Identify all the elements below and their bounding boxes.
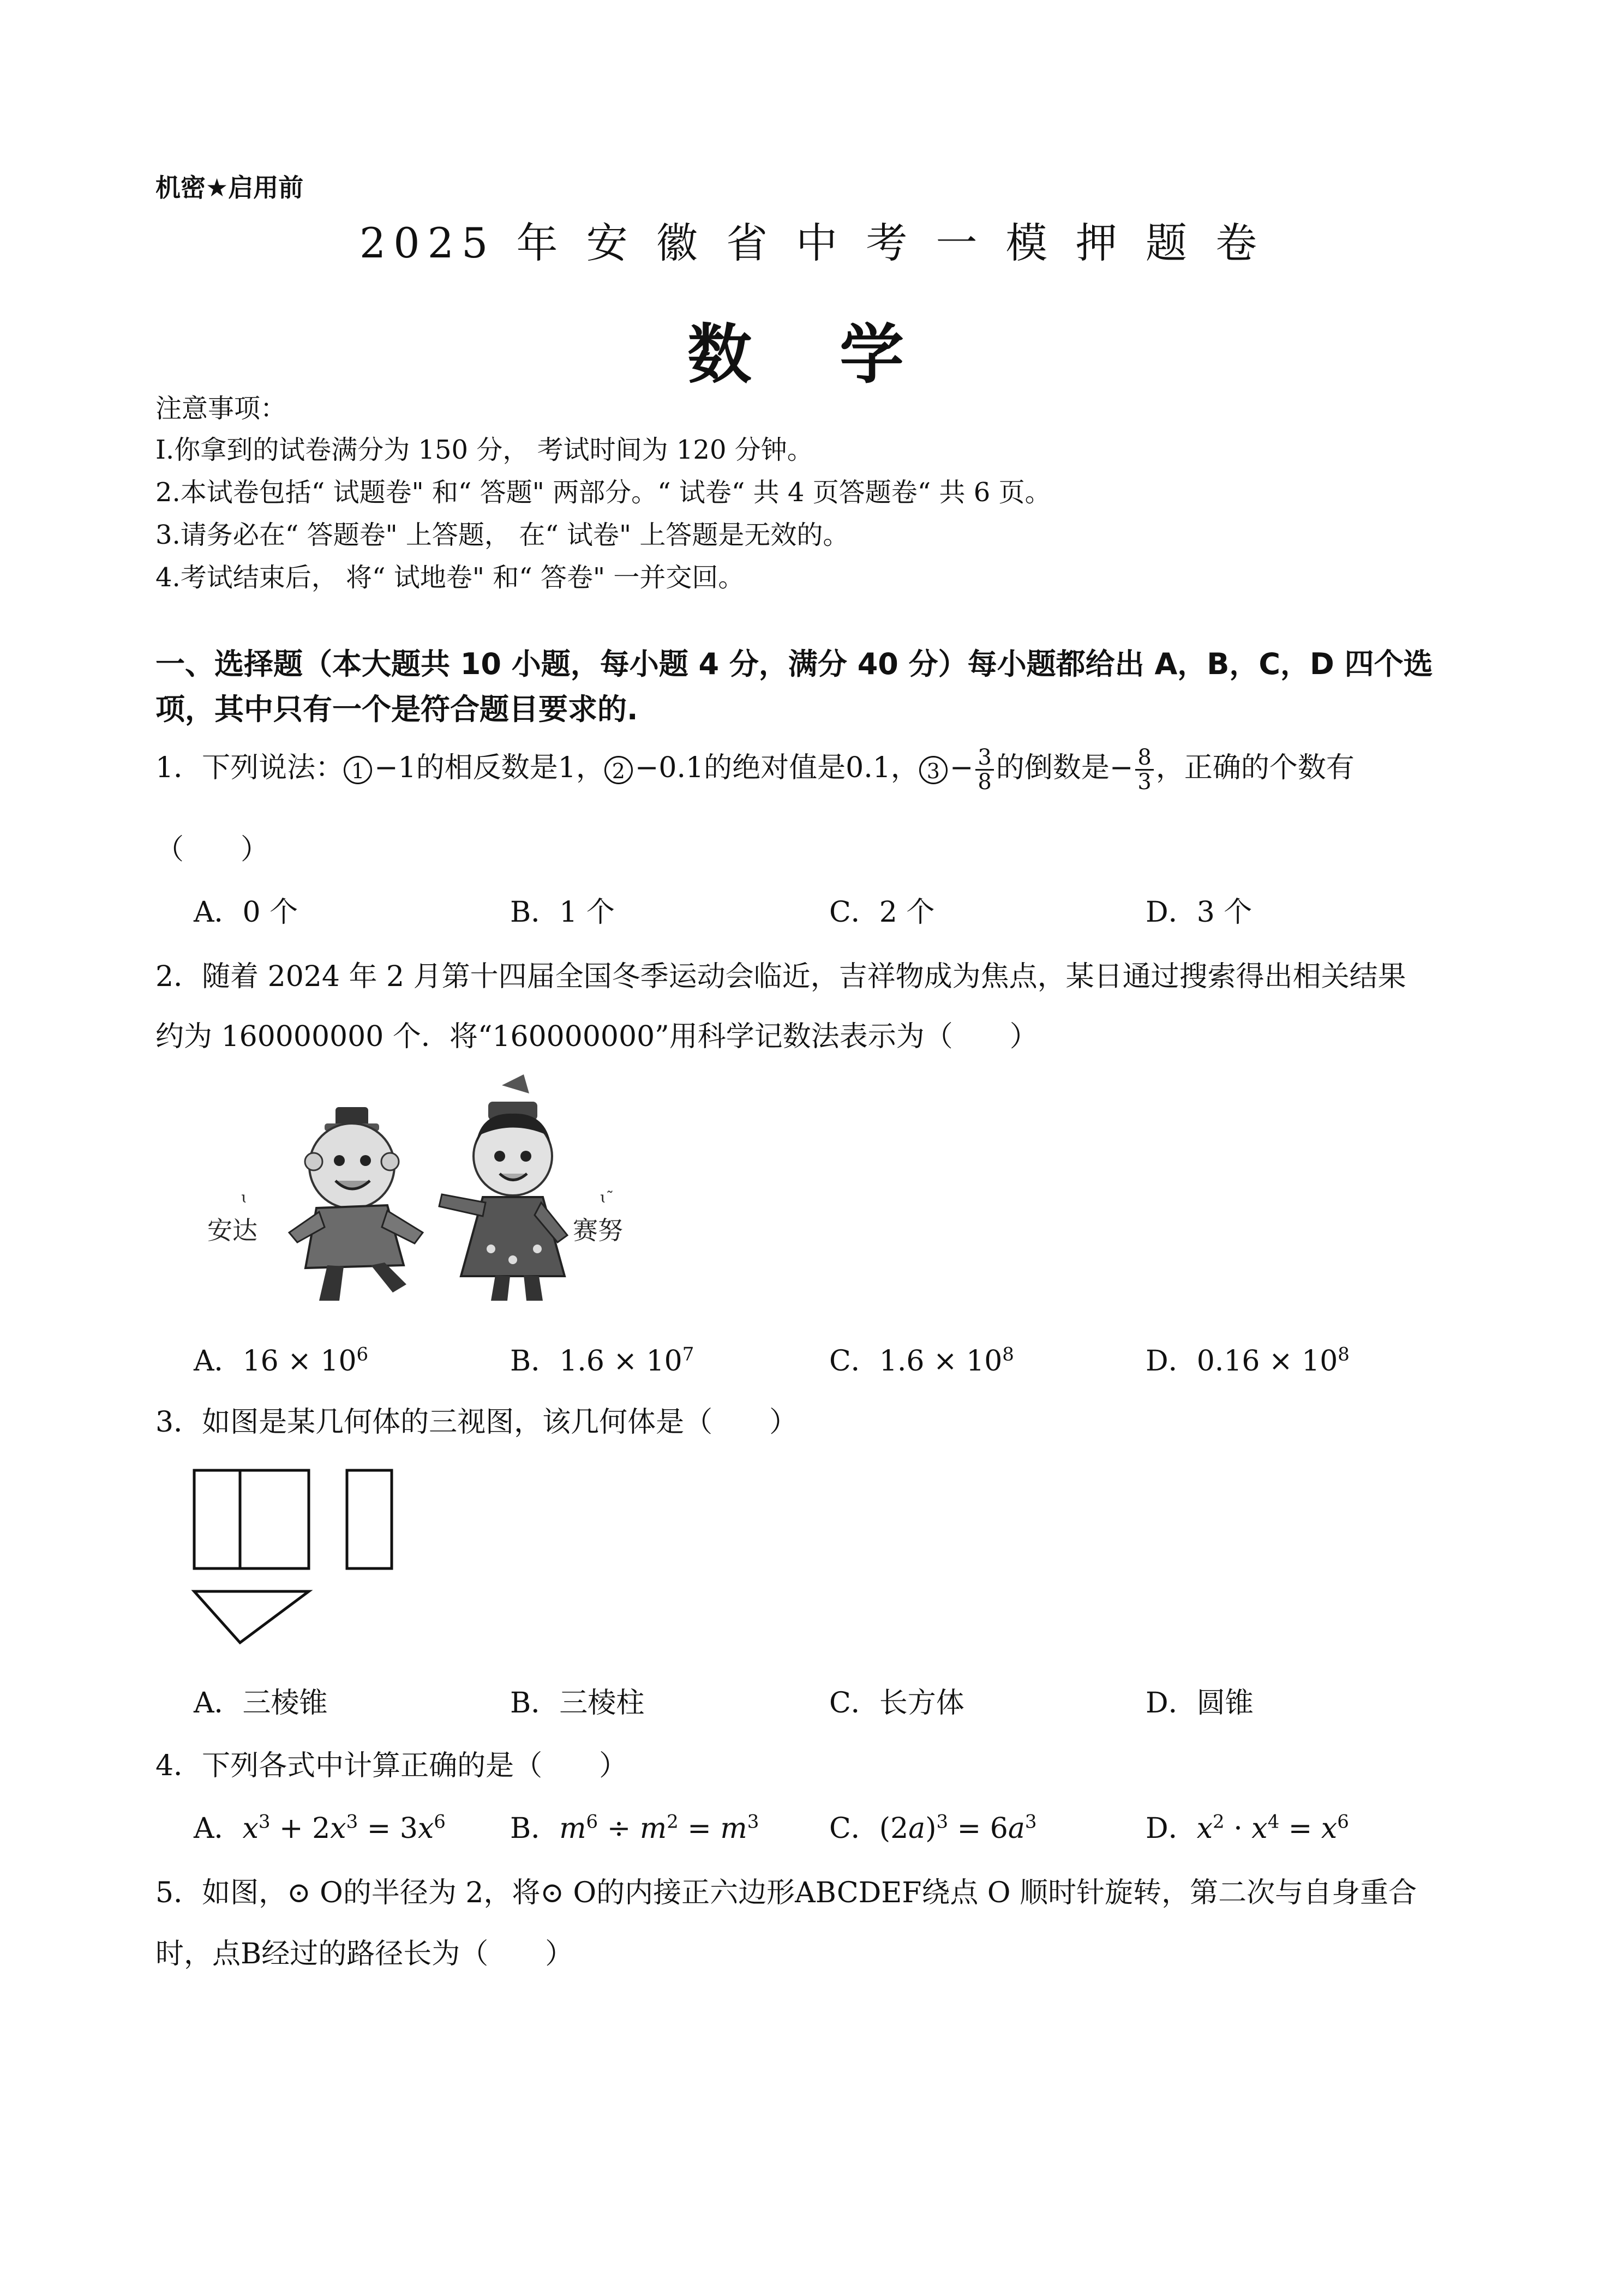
question-5-line1: 5．如图，⊙ O的半径为 2，将⊙ O的内接正六边形ABCDEF绕点 O 顺时针旋转，第二次与自身重合 [155,1877,1417,1909]
mascot-anda-figure [289,1107,423,1301]
fraction-8-3: $\frac{8}{3}$ [1135,746,1153,794]
q2-option-c: C．$1.6 \times 10^8$ [829,1343,1014,1378]
q4-option-d: D．$x^2 \cdot x^4 = x^6$ [1146,1811,1349,1845]
circled-number-2: 2 [604,756,633,784]
q1-option-d: D．3 个 [1146,896,1253,929]
mascot-illustration [196,1069,649,1309]
q1-part2: −0.1的绝对值是0.1， [634,752,919,784]
q4-option-a: A．$x^3 + 2x^3 = 3x^6$ [194,1811,446,1845]
q3-option-b: B．三棱柱 [510,1687,645,1720]
q4-option-c: C．$(2a)^3 = 6a^3$ [829,1811,1037,1845]
subject-title: 数 学 [687,317,937,392]
mascot-sainu-script: ɩ˜ [600,1188,614,1206]
q2-option-b: B．$1.6 \times 10^7$ [510,1343,694,1378]
q1-neg: − [949,752,974,784]
mascot-sainu-label: 赛努 [573,1216,623,1245]
circled-number-1: 1 [344,756,372,784]
notice-item-4: 4.考试结束后， 将“ 试地卷" 和“ 答卷" 一并交回。 [155,562,745,593]
q1-prefix: 1．下列说法： [155,752,344,784]
section-heading-line1: 一、选择题（本大题共 10 小题，每小题 4 分，满分 40 分）每小题都给出 A，B，C，D 四个选 [155,647,1433,681]
mascot-anda-script: ɩ [241,1188,247,1206]
question-3: 3．如图是某几何体的三视图，该几何体是（ ） [155,1406,798,1439]
q1-option-b: B．1 个 [510,896,615,929]
question-2-line1: 2．随着 2024 年 2 月第十四届全国冬季运动会临近，吉祥物成为焦点，某日通过搜索得出相关结果 [155,960,1406,993]
confidential-mark: 机密★启用前 [155,173,304,202]
q1-mid: 的倒数是− [996,752,1134,784]
fraction-3-8: $\frac{3}{8}$ [975,746,993,794]
notice-item-2: 2.本试卷包括“ 试题卷" 和“ 答题" 两部分。“ 试卷“ 共 4 页答题卷“ 共 6 页。 [155,477,1051,508]
notice-item-1: I.你拿到的试卷满分为 150 分， 考试时间为 120 分钟。 [155,435,813,465]
question-2-line2: 约为 160000000 个．将“160000000”用科学记数法表示为（ ） [155,1020,1038,1053]
top-view [194,1591,309,1643]
q3-option-a: A．三棱锥 [194,1687,328,1720]
notice-heading: 注意事项： [155,393,287,424]
q2-option-a: A．$16 \times 10^6$ [194,1343,369,1378]
q1-part1: −1的相反数是1， [374,752,604,784]
front-view [194,1470,309,1568]
q3-option-c: C．长方体 [829,1687,964,1720]
exam-title: 2025 年 安 徽 省 中 考 一 模 押 题 卷 [359,219,1265,267]
mascot-anda-label: 安达 [207,1216,257,1245]
q4-option-b: B．$m^6 \div m^2 = m^3$ [510,1811,759,1845]
q1-suffix: ，正确的个数有 [1155,752,1355,784]
three-view-drawing [185,1462,404,1652]
q3-option-d: D．圆锥 [1146,1687,1254,1720]
q1-option-c: C．2 个 [829,896,935,929]
q1-option-a: A．0 个 [194,896,298,929]
q1-answer-paren: （ ） [155,833,269,866]
notice-item-3: 3.请务必在“ 答题卷" 上答题， 在“ 试卷" 上答题是无效的。 [155,520,849,550]
side-view [347,1470,392,1568]
question-4: 4．下列各式中计算正确的是（ ） [155,1750,628,1782]
question-5-line2: 时，点B经过的路径长为（ ） [155,1938,574,1970]
mascot-sainu-figure [439,1074,567,1301]
q2-option-d: D．$0.16 \times 10^8$ [1146,1343,1350,1378]
circled-number-3: 3 [919,756,948,784]
section-heading-line2: 项，其中只有一个是符合题目要求的. [155,692,638,726]
question-1 [155,744,1355,794]
